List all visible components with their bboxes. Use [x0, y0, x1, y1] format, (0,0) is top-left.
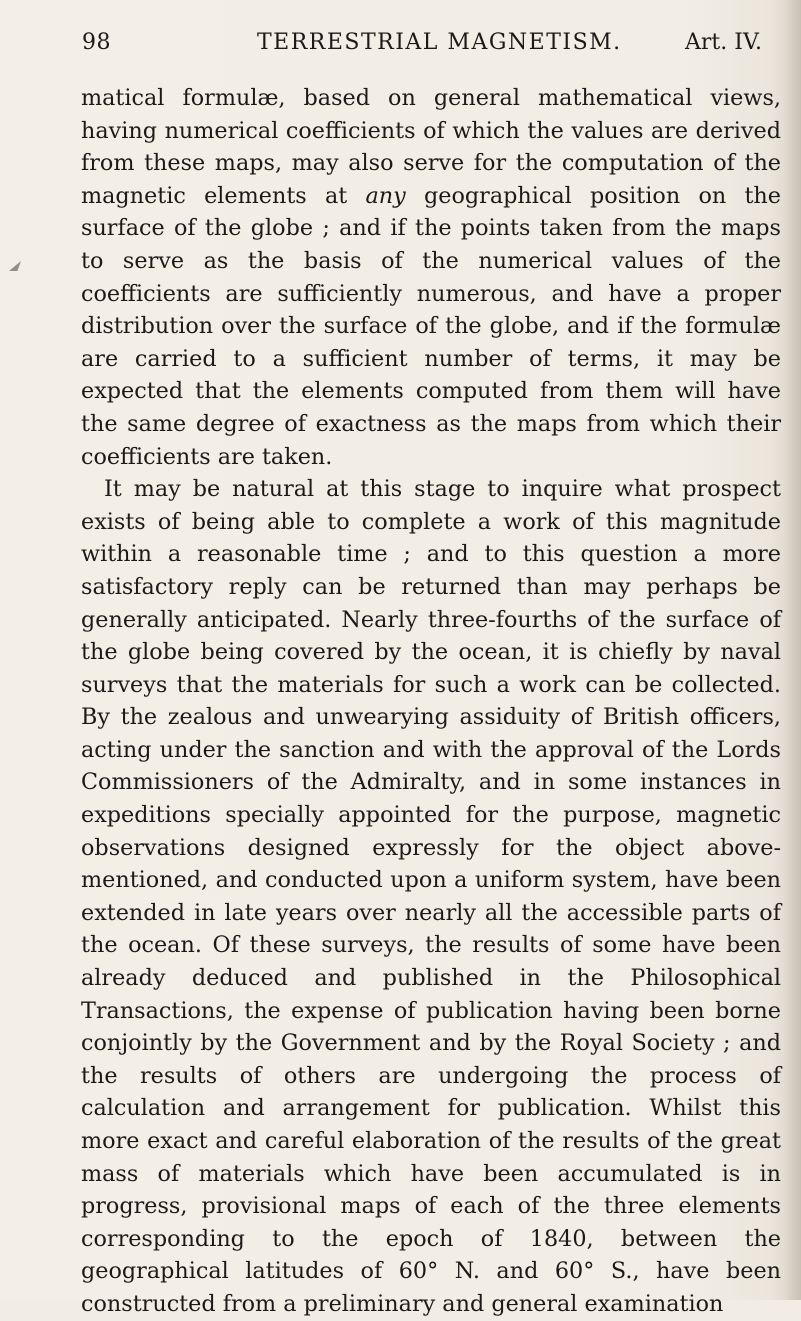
page-edge-shadow [783, 0, 801, 1300]
article-label: Art. IV. [685, 30, 762, 55]
paragraph-continued [81, 82, 781, 473]
paragraph-1-text-start: matical formulæ, based on general mathematical views, having numerical coefficients of which the values are derived from these maps, may also serve for the computation of the magnetic elements at [81, 85, 781, 209]
page-number: 98 [82, 30, 111, 55]
paragraph-1-text-end: geographical position on the surface of the globe ; and if the points taken from the maps to serve as the basis of the numerical values of the coefficients are sufficiently numerous, and have a proper distribution over the surface of the globe, and if the formulæ are carried to a sufficient number of terms, it may be expected that the elements computed from them will have the same degree of exactness as the maps from which their coefficients are taken. [81, 182, 781, 470]
margin-ink-mark [9, 261, 21, 271]
page-header [82, 30, 782, 64]
page-body [81, 82, 781, 1321]
paragraph: It may be natural at this stage to inquire what prospect exists of being able to complete a work of this magnitude within a reasonable time ; and to this question a more satisfactory reply can be returned than may perhaps be generally anticipated. Nearly three-fourths of the surface of the globe being covered by the ocean, it is chiefly by naval surveys that the materials for such a work can be collected. By the zealous and unwearying assiduity of British officers, acting under the sanction and with the approval of the Lords Commissioners of the Admiralty, and in some instances in expeditions specially appointed for the purpose, magnetic observations designed expressly for the object above-mentioned, and conducted upon a uniform system, have been extended in late years over nearly all the accessible parts of the ocean. Of these surveys, the results of some have been already deduced and published in the Philosophical Transactions, the expense of publication having been borne conjointly by the Government and by the Royal Society ; and the results of others are undergoing the process of calculation and arrangement for publication. Whilst this more exact and careful elaboration of the results of the great mass of materials which have been accumulated is in progress, provisional maps of each of the three elements corresponding to the epoch of 1840, between the geographical latitudes of 60° N. and 60° S., have been constructed from a preliminary and general examination [81, 476, 781, 1317]
running-title: TERRESTRIAL MAGNETISM. [257, 30, 622, 55]
emphasized-word: any [365, 182, 406, 209]
